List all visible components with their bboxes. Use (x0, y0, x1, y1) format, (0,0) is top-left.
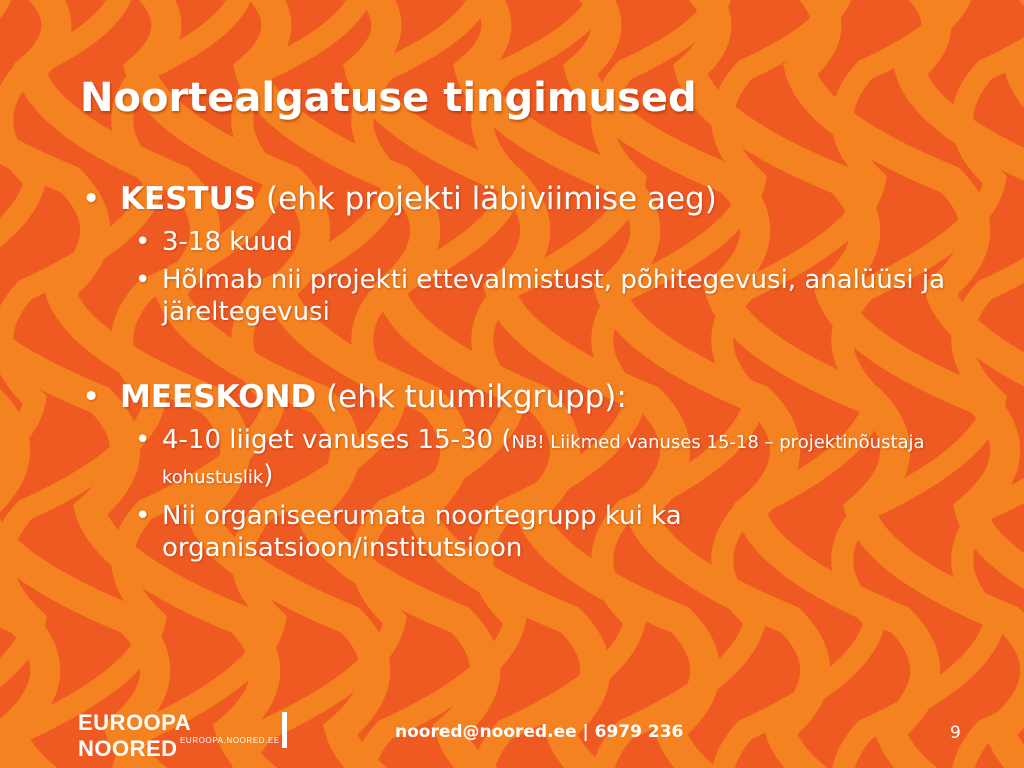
meeskond-description: (ehk tuumikgrupp): (316, 379, 627, 415)
sub-bullet-group-type (80, 500, 960, 564)
logo-text: EUROOPA NOORED (78, 710, 191, 761)
sub-bullet-duration (80, 226, 960, 258)
slide-footer (0, 700, 1024, 768)
logo-divider (282, 712, 287, 748)
kestus-description: (ehk projekti läbiviimise aeg) (256, 181, 717, 217)
logo-subtext: EUROOPA.NOORED.EE (180, 736, 280, 745)
contact-info: noored@noored.ee | 6979 236 (395, 722, 684, 742)
members-note: NB! Liikmed vanuses 15-18 – projektinõustaja kohustuslik (162, 432, 925, 488)
members-close: ) (263, 460, 274, 490)
page-number: 9 (950, 723, 961, 743)
sub-bullet-scope (80, 264, 960, 328)
bullet-marker: • (82, 379, 101, 415)
keyword-kestus: KESTUS (120, 181, 257, 217)
keyword-meeskond: MEESKOND (120, 379, 317, 415)
duration-text: 3-18 kuud (162, 227, 293, 257)
group-type-text: Nii organiseerumata noortegrupp kui ka organisatsioon/institutsioon (162, 501, 682, 563)
members-text: 4-10 liiget vanuses 15-30 ( (162, 425, 512, 455)
euroopa-noored-logo (78, 710, 280, 761)
slide-content (80, 180, 960, 570)
sub-bullet-members (80, 424, 960, 494)
bullet-marker: • (82, 181, 101, 217)
bullet-marker: • (135, 227, 151, 257)
bullet-kestus (80, 180, 960, 218)
bullet-marker: • (135, 265, 151, 295)
scope-text: Hõlmab nii projekti ettevalmistust, põhitegevusi, analüüsi ja järeltegevusi (162, 265, 946, 327)
page-title: Noortealgatuse tingimused (80, 75, 697, 121)
section-spacer (80, 334, 960, 378)
bullet-marker: • (135, 425, 151, 455)
bullet-meeskond (80, 378, 960, 416)
bullet-marker: • (135, 501, 151, 531)
